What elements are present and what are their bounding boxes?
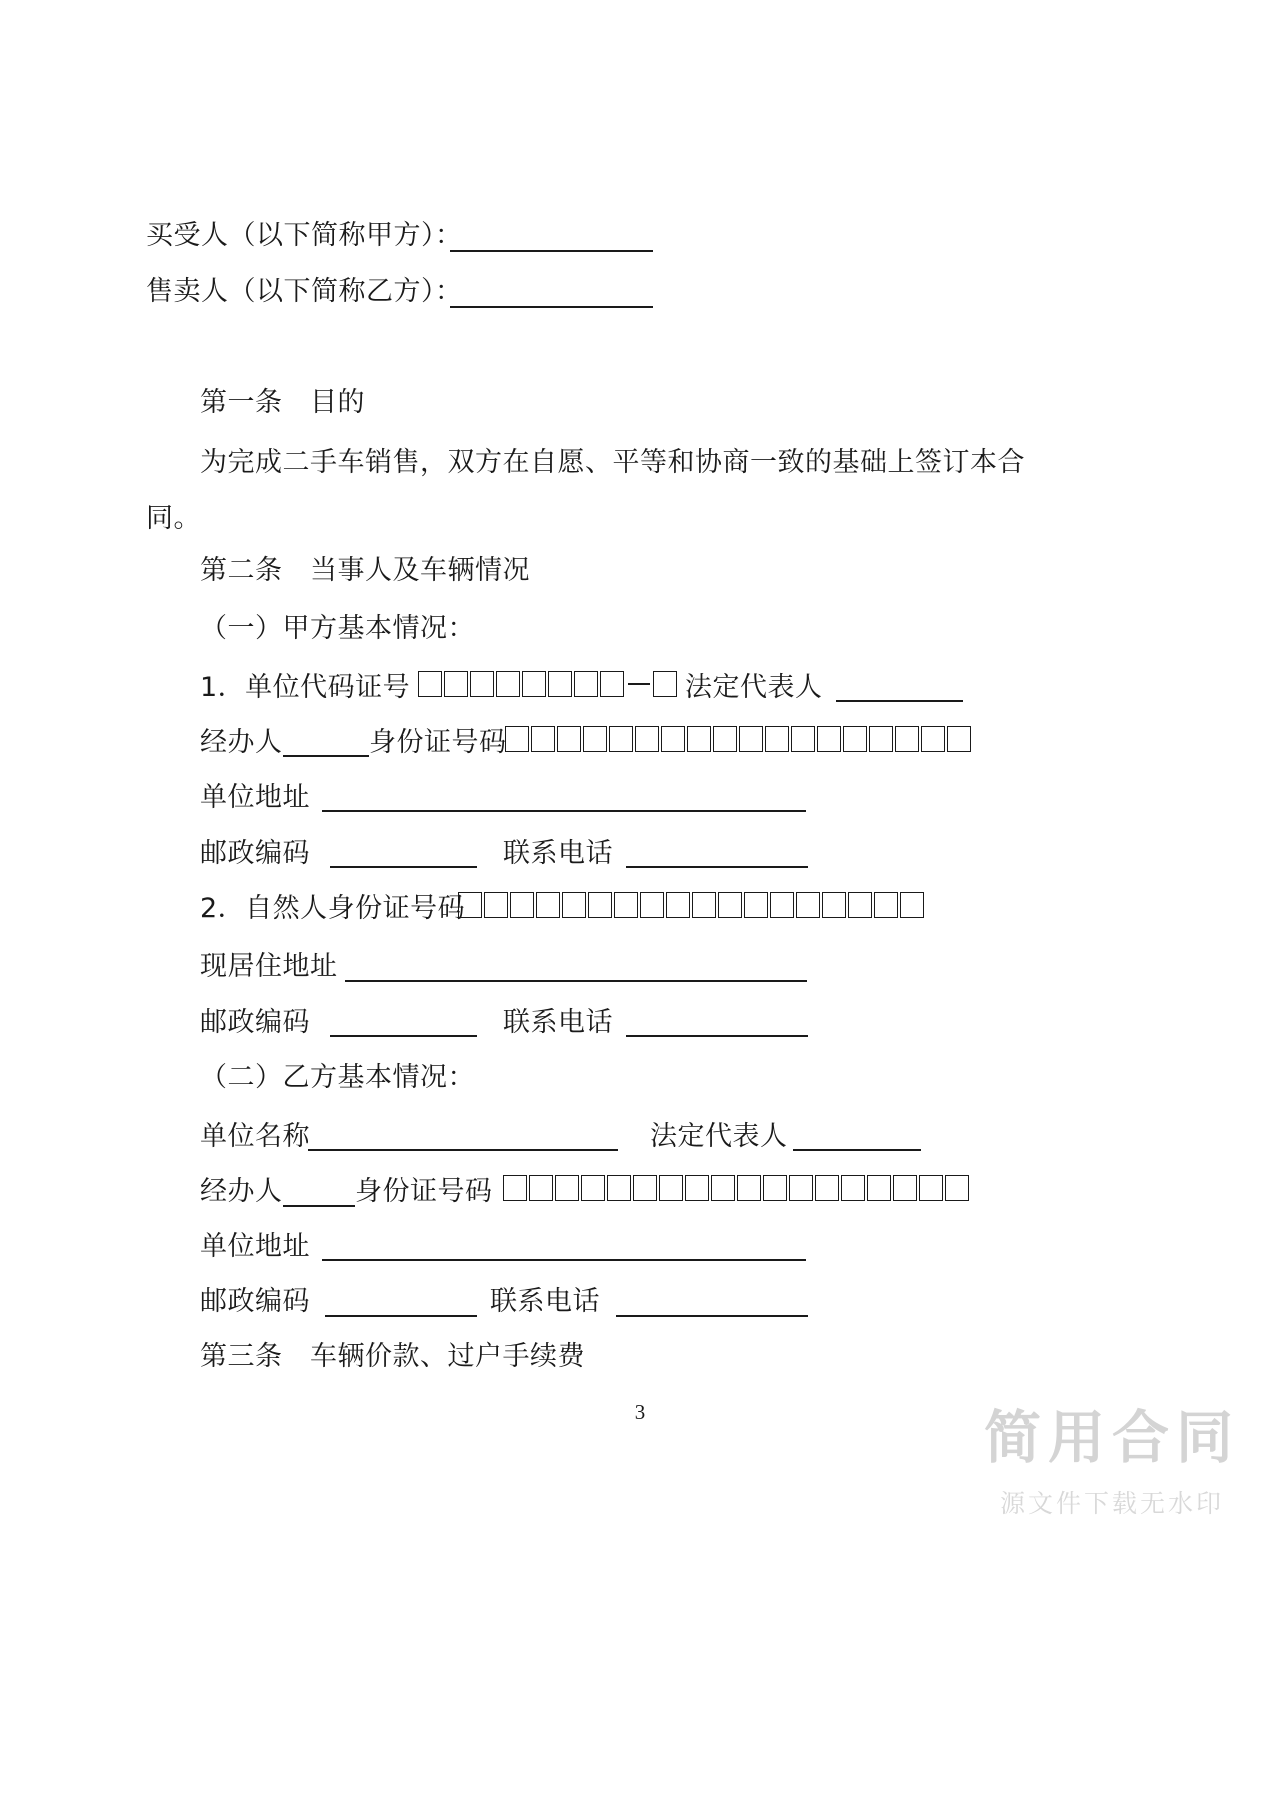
code-check-box[interactable] — [653, 671, 677, 697]
id-number-label-a: 身份证号码 — [369, 727, 507, 758]
id-box[interactable] — [711, 1175, 735, 1201]
id-box[interactable] — [737, 1175, 761, 1201]
id-box[interactable] — [817, 726, 841, 752]
id-box[interactable] — [744, 892, 768, 918]
article-2-heading: 第二条 当事人及车辆情况 — [200, 555, 530, 586]
phone-label-b: 联系电话 — [490, 1286, 600, 1317]
postcode-label-a: 邮政编码 — [200, 838, 310, 869]
id-box[interactable] — [529, 1175, 553, 1201]
natural-person-id-label: 2．自然人身份证号码 — [200, 893, 466, 924]
seller-name-blank[interactable] — [450, 306, 653, 308]
id-box[interactable] — [661, 726, 685, 752]
watermark-brand: 简用合同 — [984, 1405, 1240, 1472]
legal-representative-blank-b[interactable] — [793, 1149, 921, 1151]
seller-party-label: 售卖人（以下简称乙方）： — [146, 276, 463, 307]
code-box[interactable] — [418, 671, 442, 697]
id-box[interactable] — [562, 892, 586, 918]
code-box[interactable] — [444, 671, 468, 697]
section-b-title: （二）乙方基本情况： — [200, 1062, 475, 1093]
watermark-subtitle: 源文件下载无水印 — [999, 1489, 1224, 1518]
id-box[interactable] — [895, 726, 919, 752]
id-box[interactable] — [687, 726, 711, 752]
id-box[interactable] — [583, 726, 607, 752]
id-box[interactable] — [770, 892, 794, 918]
current-address-blank[interactable] — [345, 980, 807, 982]
id-box[interactable] — [867, 1175, 891, 1201]
postcode-blank-a2[interactable] — [330, 1035, 477, 1037]
article-3-heading: 第三条 车辆价款、过户手续费 — [200, 1341, 585, 1372]
unit-address-label-b: 单位地址 — [200, 1231, 310, 1262]
code-box[interactable] — [600, 671, 624, 697]
phone-blank-a2[interactable] — [626, 1035, 808, 1037]
id-box[interactable] — [921, 726, 945, 752]
phone-label-a2: 联系电话 — [503, 1007, 613, 1038]
legal-representative-blank[interactable] — [836, 700, 963, 702]
unit-address-blank-b[interactable] — [322, 1259, 806, 1261]
id-box[interactable] — [666, 892, 690, 918]
id-box[interactable] — [692, 892, 716, 918]
code-dash — [628, 683, 650, 685]
article-1-heading: 第一条 目的 — [200, 387, 365, 418]
page-number: 3 — [634, 1400, 646, 1424]
id-box[interactable] — [947, 726, 971, 752]
id-box[interactable] — [685, 1175, 709, 1201]
id-box[interactable] — [763, 1175, 787, 1201]
id-box[interactable] — [765, 726, 789, 752]
current-address-label: 现居住地址 — [200, 951, 338, 982]
id-box[interactable] — [713, 726, 737, 752]
article-1-body-line-2: 同。 — [146, 503, 201, 534]
id-number-label-b: 身份证号码 — [355, 1176, 493, 1207]
code-box[interactable] — [574, 671, 598, 697]
id-box[interactable] — [484, 892, 508, 918]
phone-label-a: 联系电话 — [503, 838, 613, 869]
id-box[interactable] — [581, 1175, 605, 1201]
phone-blank-a[interactable] — [626, 866, 808, 868]
id-box[interactable] — [659, 1175, 683, 1201]
buyer-party-label: 买受人（以下简称甲方）： — [146, 220, 463, 251]
operator-blank-a[interactable] — [283, 755, 369, 757]
unit-address-label-a: 单位地址 — [200, 782, 310, 813]
id-box[interactable] — [893, 1175, 917, 1201]
operator-label-b: 经办人 — [200, 1176, 283, 1207]
id-box[interactable] — [900, 892, 924, 918]
id-box[interactable] — [874, 892, 898, 918]
unit-name-label-b: 单位名称 — [200, 1121, 310, 1152]
legal-representative-label-b: 法定代表人 — [650, 1121, 788, 1152]
id-box[interactable] — [531, 726, 555, 752]
article-1-body-line-1: 为完成二手车销售，双方在自愿、平等和协商一致的基础上签订本合 — [200, 447, 1025, 478]
id-box[interactable] — [607, 1175, 631, 1201]
id-box[interactable] — [919, 1175, 943, 1201]
operator-label-a: 经办人 — [200, 727, 283, 758]
unit-code-boxes[interactable] — [418, 671, 679, 697]
unit-name-blank-b[interactable] — [308, 1149, 618, 1151]
id-box[interactable] — [557, 726, 581, 752]
id-box[interactable] — [841, 1175, 865, 1201]
postcode-blank-a[interactable] — [330, 866, 477, 868]
unit-code-label: 1．单位代码证号 — [200, 672, 411, 703]
id-box[interactable] — [536, 892, 560, 918]
buyer-name-blank[interactable] — [450, 250, 653, 252]
code-box[interactable] — [522, 671, 546, 697]
operator-blank-b[interactable] — [283, 1205, 355, 1207]
id-box[interactable] — [843, 726, 867, 752]
unit-address-blank-a[interactable] — [322, 810, 806, 812]
id-box[interactable] — [458, 892, 482, 918]
id-box[interactable] — [635, 726, 659, 752]
code-box[interactable] — [496, 671, 520, 697]
seller-operator-id-boxes[interactable] — [503, 1175, 971, 1201]
id-box[interactable] — [815, 1175, 839, 1201]
id-box[interactable] — [588, 892, 612, 918]
id-box[interactable] — [869, 726, 893, 752]
id-box[interactable] — [633, 1175, 657, 1201]
id-box[interactable] — [848, 892, 872, 918]
section-a-title: （一）甲方基本情况： — [200, 613, 475, 644]
id-box[interactable] — [789, 1175, 813, 1201]
legal-representative-label: 法定代表人 — [685, 672, 823, 703]
id-box[interactable] — [640, 892, 664, 918]
id-box[interactable] — [718, 892, 742, 918]
id-box[interactable] — [822, 892, 846, 918]
id-box[interactable] — [791, 726, 815, 752]
postcode-label-b: 邮政编码 — [200, 1286, 310, 1317]
operator-id-boxes[interactable] — [505, 726, 973, 752]
id-box[interactable] — [614, 892, 638, 918]
id-box[interactable] — [796, 892, 820, 918]
id-box[interactable] — [503, 1175, 527, 1201]
id-box[interactable] — [505, 726, 529, 752]
postcode-label-a2: 邮政编码 — [200, 1007, 310, 1038]
id-box[interactable] — [739, 726, 763, 752]
id-box[interactable] — [945, 1175, 969, 1201]
postcode-blank-b[interactable] — [325, 1315, 477, 1317]
code-box[interactable] — [548, 671, 572, 697]
id-box[interactable] — [609, 726, 633, 752]
phone-blank-b[interactable] — [616, 1315, 808, 1317]
code-box[interactable] — [470, 671, 494, 697]
id-box[interactable] — [555, 1175, 579, 1201]
natural-person-id-boxes[interactable] — [458, 892, 926, 918]
id-box[interactable] — [510, 892, 534, 918]
